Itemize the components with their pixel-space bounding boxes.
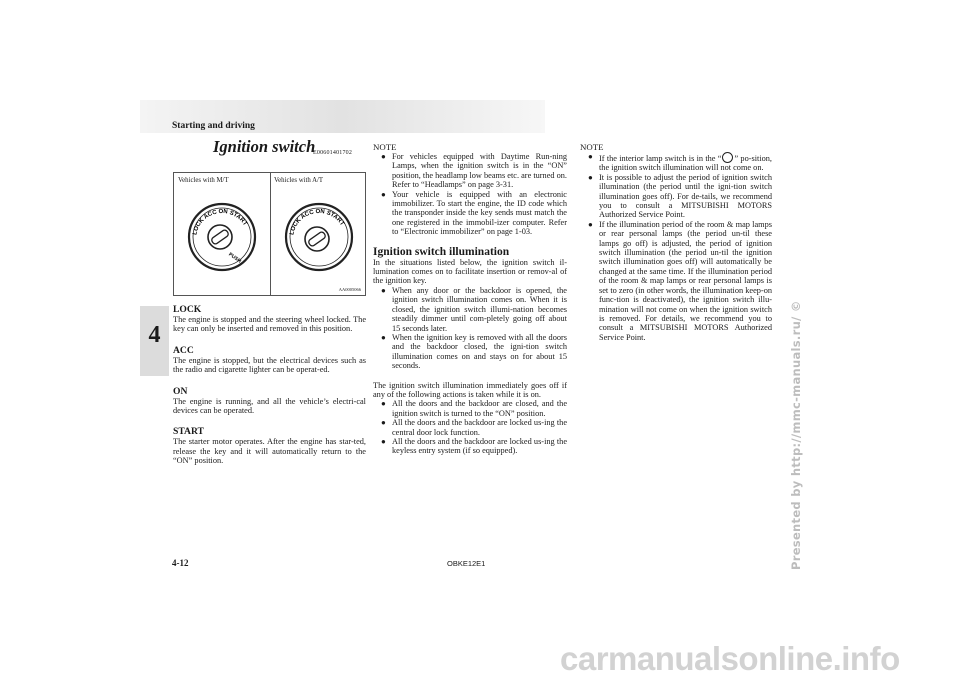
- note-list: [588, 152, 772, 342]
- list-item: ● When any door or the backdoor is opened, the ignition switch illumination comes on. When it is closed, the ignition switch illumi-nation becomes steadily dimmer until com-pletely going off about 15 seconds later.: [381, 286, 567, 333]
- note-item: ● Your vehicle is equipped with an electronic immobilizer. To start the engine, the ID code which the transponder inside the key sends must match the one registered in the immobil-izer computer. Refer to “Electronic immobilizer” on page 1-03.: [381, 190, 567, 237]
- right-column: [580, 142, 772, 342]
- section-code: E00601401702: [313, 150, 353, 156]
- svg-text:LOCK ACC ON START: LOCK ACC ON START: [289, 208, 345, 236]
- note-text: ” po-sition, the ignition switch illumination will not come on.: [599, 154, 772, 173]
- list-item: ● All the doors and the backdoor are closed, and the ignition switch is turned to the “ON” position.: [381, 399, 567, 418]
- page-title: Ignition switch: [213, 137, 316, 156]
- text-acc: The engine is stopped, but the electrical devices such as the radio and cigarette lighter can be operat-ed.: [173, 355, 366, 375]
- text-lock: The engine is stopped and the steering wheel locked. The key can only be inserted and removed in this position.: [173, 315, 366, 334]
- note-text: If the interior lamp switch is in the “: [599, 154, 722, 163]
- list-item: ● All the doors and the backdoor are locked us-ing the keyless entry system (if so equipped).: [381, 437, 567, 456]
- note-list: [381, 152, 567, 237]
- site-watermark: carmanualsonline.info: [560, 640, 900, 677]
- text-start: The starter motor operates. After the engine has star-ted, release the key and it will automatically return to the “ON” position.: [173, 437, 366, 466]
- figure-divider: [270, 173, 271, 295]
- heading-start: START: [173, 426, 204, 438]
- list-item: ● All the doors and the backdoor are locked us-ing the central door lock function.: [381, 418, 567, 437]
- illumination-list: [381, 286, 567, 371]
- ignition-dial-mt-icon: [176, 187, 268, 279]
- list-item: ● When the ignition key is removed with all the doors and the backdoor closed, the igni-tion switch illumination comes on and stays on for about 15 seconds.: [381, 333, 567, 371]
- label-mt: Vehicles with M/T: [178, 177, 229, 184]
- heading-on: ON: [173, 385, 188, 397]
- note-item: ● For vehicles equipped with Daytime Run-ning Lamps, when the ignition switch is in the “ON” position, the headlamp low beams etc. are turned on. Refer to “Headlamps” on page 3-31.: [381, 152, 567, 190]
- note-item: ● If the illumination period of the room & map lamps or rear personal lamps (the period un-til these lamps go off) is adjusted, the period of ignition switch illumination (the period un-til the ignition switch illumination goes off) will automatically be changed at the same time. If the illumination period of the room & map lamps or rear personal lamps is set to zero (in other words, the illumination keep-on func-tion is deactivated), the ignition switch illu-mination will not come on when the ignition switch is removed. For details, we recommend you to consult a MITSUBISHI MOTORS Authorized Service Point.: [588, 220, 772, 342]
- off-intro: The ignition switch illumination immediately goes off if any of the following actions is taken while it is on.: [373, 380, 567, 399]
- note-item: ● It is possible to adjust the period of ignition switch illumination (the period until the igni-tion switch illumination goes off). For de-tails, we recommend you to consult a MITSUBISHI MOTORS Authorized Service Point.: [588, 173, 772, 220]
- ignition-figure: [173, 172, 366, 296]
- note-item: [588, 152, 772, 173]
- heading-lock: LOCK: [173, 304, 202, 315]
- chapter-number: 4: [148, 322, 161, 348]
- label-at: Vehicles with A/T: [274, 177, 324, 184]
- left-column: [173, 304, 366, 466]
- illumination-heading: Ignition switch illumination: [373, 245, 510, 258]
- note-label: NOTE: [580, 142, 604, 152]
- document-code: OBKE12E1: [447, 559, 486, 568]
- interior-lamp-off-icon: [722, 152, 733, 163]
- page-number: 4-12: [172, 558, 189, 568]
- watermark-text: Presented by http://mmc-manuals.ru/ ©: [789, 300, 803, 570]
- section-title: Starting and driving: [172, 121, 255, 131]
- vertical-watermark: [789, 100, 803, 570]
- svg-text:PUSH: PUSH: [227, 251, 243, 265]
- heading-acc: ACC: [173, 344, 194, 356]
- text-on: The engine is running, and all the vehicle’s electri-cal devices can be operated.: [173, 396, 366, 416]
- svg-text:LOCK ACC ON START: LOCK ACC ON START: [192, 208, 248, 236]
- figure-ref: AA0005066: [338, 287, 361, 292]
- note-label: NOTE: [373, 142, 397, 152]
- illumination-intro: In the situations listed below, the ignition switch il-lumination comes on to facilitate insertion or remov-al of the ignition key.: [373, 257, 567, 286]
- ignition-dial-at-icon: [273, 187, 365, 279]
- off-list: [381, 399, 567, 455]
- middle-column: [373, 142, 567, 456]
